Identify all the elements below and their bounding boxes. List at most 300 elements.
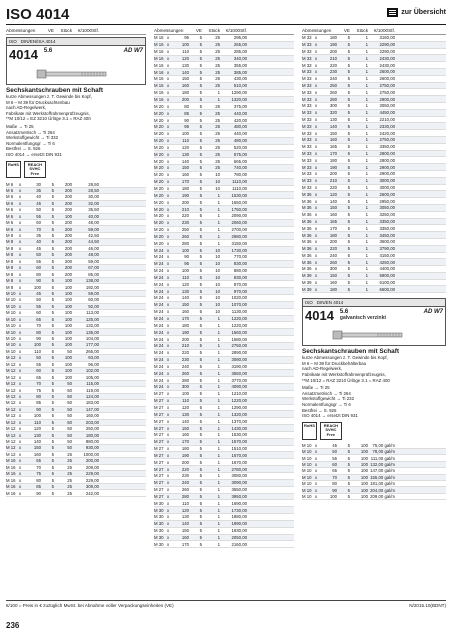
spec-link[interactable]: Normalentfungsgr → Ti 6 xyxy=(302,402,351,408)
cell-thread: M 27 xyxy=(154,398,164,404)
cell-length: 220 xyxy=(329,62,337,68)
cell-times: x xyxy=(19,432,22,438)
cell-ve: 5 xyxy=(51,316,54,322)
cell-length: 110 xyxy=(182,398,189,404)
cell-times: x xyxy=(19,258,22,264)
cell-stueck: 1 xyxy=(217,90,220,96)
cell-stueck: 1 xyxy=(365,184,368,190)
cell-length: 45 xyxy=(36,200,41,206)
spec-link[interactable]: ISO 4014 → ersetzt DIN 931 xyxy=(302,413,358,419)
cell-times: x xyxy=(19,181,22,187)
cell-length: 210 xyxy=(329,55,337,61)
table-row xyxy=(154,459,294,466)
table-row xyxy=(154,384,294,391)
cell-times: x xyxy=(315,178,318,184)
cell-stueck: 50 xyxy=(67,387,72,393)
cell-times: x xyxy=(167,295,170,301)
cell-times: x xyxy=(167,165,170,171)
cell-times: x xyxy=(19,323,22,329)
cell-thread: M 30 xyxy=(154,535,164,541)
cell-times: x xyxy=(167,144,170,150)
cell-times: x xyxy=(167,398,170,404)
cell-price: 209,00 gal/m xyxy=(370,493,395,499)
cell-thread: M 10 xyxy=(6,303,16,309)
cell-length: 120 xyxy=(33,426,41,432)
table-row xyxy=(154,411,294,418)
cell-thread: M 33 xyxy=(302,69,312,75)
cell-price: 1000,00 xyxy=(83,451,99,457)
cell-thread: M 10 xyxy=(302,481,312,487)
cell-ve: 5 xyxy=(347,116,350,122)
table-row xyxy=(302,76,446,83)
header-stueck: Stück xyxy=(208,28,220,33)
cell-price: 830,00 xyxy=(233,274,247,280)
cell-thread: M 6 xyxy=(6,187,14,193)
cell-price: 2980,00 xyxy=(231,233,247,239)
cell-times: x xyxy=(315,171,318,177)
cell-stueck: 1 xyxy=(365,76,368,82)
cell-ve: 5 xyxy=(347,178,350,184)
cell-times: x xyxy=(19,278,22,284)
cell-stueck: 100 xyxy=(360,468,368,474)
cell-stueck: 25 xyxy=(67,471,72,477)
cell-stueck: 25 xyxy=(215,69,220,75)
cell-ve: 5 xyxy=(347,205,350,211)
table-row xyxy=(302,96,446,103)
cell-times: x xyxy=(167,350,170,356)
cell-thread: M 24 xyxy=(154,343,164,349)
cell-stueck: 50 xyxy=(67,432,72,438)
cell-price: 2890,00 xyxy=(231,350,247,356)
cell-ve: 5 xyxy=(199,97,202,103)
cell-times: x xyxy=(315,273,318,279)
cell-length: 60 xyxy=(36,310,41,316)
cell-ve: 5 xyxy=(347,144,350,150)
cell-price: 2420,00 xyxy=(379,130,395,136)
cell-ve: 5 xyxy=(199,357,202,363)
cell-thread: M 16 xyxy=(154,83,164,89)
cell-thread: M 16 xyxy=(154,69,164,75)
table-row xyxy=(302,266,446,273)
cell-ve: 5 xyxy=(347,252,350,258)
table-row xyxy=(154,309,294,316)
cell-length: 140 xyxy=(181,295,189,301)
cell-price: 32,00 xyxy=(88,200,99,206)
cell-times: x xyxy=(315,96,318,102)
spec-link[interactable]: Ansatzmetrisch → Ti 264 xyxy=(6,129,55,135)
cell-price: 125,00 xyxy=(85,316,99,322)
cell-ve: 5 xyxy=(51,451,54,457)
cell-ve: 5 xyxy=(347,69,350,75)
product-title: Sechskantschrauben mit Schaft xyxy=(6,87,103,94)
table-row xyxy=(302,494,446,500)
cell-price: 2430,00 xyxy=(379,55,395,61)
cell-length: 240 xyxy=(329,76,337,82)
cell-thread: M 20 xyxy=(154,110,164,116)
cell-ve: 5 xyxy=(51,471,54,477)
cell-times: x xyxy=(315,110,318,116)
column-1 xyxy=(6,27,146,497)
cell-price: 3000,00 xyxy=(379,178,395,184)
cell-thread: M 27 xyxy=(154,459,164,465)
column-3 xyxy=(302,27,446,500)
cell-thread: M 33 xyxy=(302,48,312,54)
spec-link[interactable]: Bestfrei → S. 926 xyxy=(302,407,337,413)
cell-length: 160 xyxy=(181,83,189,89)
cell-ve: 5 xyxy=(347,246,350,252)
cell-times: x xyxy=(315,232,318,238)
cell-thread: M 16 xyxy=(154,62,164,68)
table-row xyxy=(302,280,446,287)
cell-stueck: 1 xyxy=(217,97,220,103)
product-description xyxy=(302,355,446,383)
cell-length: 70 xyxy=(36,381,41,387)
spec-link[interactable]: Normalentfungsgr → Ti 6 xyxy=(6,140,55,146)
cell-thread: M 16 xyxy=(154,49,164,55)
cell-length: 260 xyxy=(181,370,189,376)
cell-thread: M 36 xyxy=(302,232,312,238)
table-row xyxy=(154,117,294,124)
cell-times: x xyxy=(167,391,170,397)
cell-thread: M 20 xyxy=(154,185,164,191)
cell-stueck: 1 xyxy=(365,103,368,109)
cell-stueck: 1 xyxy=(365,218,368,224)
cell-stueck: 25 xyxy=(67,484,72,490)
cell-stueck: 1 xyxy=(365,69,368,75)
cell-ve: 5 xyxy=(51,477,54,483)
cell-length: 150 xyxy=(181,425,189,431)
cell-thread: M 20 xyxy=(154,144,164,150)
cell-stueck: 100 xyxy=(64,213,72,219)
table-row xyxy=(154,179,294,186)
table-row xyxy=(154,268,294,275)
cell-length: 140 xyxy=(181,158,189,164)
cell-length: 170 xyxy=(181,316,189,322)
cell-ve: 5 xyxy=(347,137,350,143)
cell-price: 1930,00 xyxy=(231,528,247,534)
cell-times: x xyxy=(315,123,318,129)
spec-link[interactable]: Ansatzmetrisch → Ti 264 xyxy=(302,390,351,396)
cell-length: 60 xyxy=(36,220,41,226)
cell-ve: 5 xyxy=(199,500,202,506)
cell-length: 130 xyxy=(33,432,41,438)
cell-length: 160 xyxy=(181,432,189,438)
cell-stueck: 1 xyxy=(365,150,368,156)
cell-times: x xyxy=(19,490,22,496)
table-row xyxy=(154,62,294,69)
footer xyxy=(6,600,446,608)
cell-ve: 5 xyxy=(347,474,350,480)
cell-ve: 5 xyxy=(51,200,54,206)
spec-link[interactable]: Maße → Ti 25 xyxy=(6,123,34,129)
cell-price: 3090,00 xyxy=(231,480,247,486)
cell-length: 60 xyxy=(36,265,41,271)
cell-times: x xyxy=(19,419,22,425)
cell-times: x xyxy=(315,62,318,68)
cell-ve: 5 xyxy=(51,387,54,393)
cell-ve: 5 xyxy=(199,363,202,369)
cell-ve: 5 xyxy=(199,343,202,349)
cell-ve: 5 xyxy=(347,487,350,493)
table-row xyxy=(302,117,446,124)
cell-price: 2900,00 xyxy=(379,171,395,177)
cell-times: x xyxy=(315,103,318,109)
cell-price: 104,00 xyxy=(85,336,99,342)
cell-length: 55 xyxy=(36,361,41,367)
finish-sub: galvanisch verzinkt xyxy=(339,315,387,322)
cell-thread: M 10 xyxy=(302,493,312,499)
cell-price: 870,00 xyxy=(233,281,247,287)
cell-stueck: 1 xyxy=(365,116,368,122)
table-row xyxy=(154,487,294,494)
cell-thread: M 27 xyxy=(154,487,164,493)
cell-stueck: 50 xyxy=(67,419,72,425)
cell-times: x xyxy=(315,116,318,122)
cell-thread: M 33 xyxy=(302,55,312,61)
cell-ve: 5 xyxy=(199,528,202,534)
cell-price: 59,00 xyxy=(88,258,99,264)
cell-ve: 5 xyxy=(199,165,202,171)
cell-ve: 5 xyxy=(51,207,54,213)
cell-ve: 5 xyxy=(199,90,202,96)
cell-thread: M 12 xyxy=(6,368,16,374)
cell-thread: M 39 xyxy=(302,280,312,286)
cell-stueck: 50 xyxy=(67,413,72,419)
cell-thread: M 16 xyxy=(154,42,164,48)
cell-stueck: 1 xyxy=(365,89,368,95)
cell-price: 124,00 xyxy=(85,393,99,399)
cell-price: 1880,00 xyxy=(231,514,247,520)
cell-length: 80 xyxy=(36,271,41,277)
cell-thread: M 36 xyxy=(302,212,312,218)
cell-thread: M 27 xyxy=(154,452,164,458)
header-price: €/1000Stf. xyxy=(78,28,99,33)
cell-ve: 5 xyxy=(347,123,350,129)
cell-length: 165 xyxy=(329,218,337,224)
table-row xyxy=(302,89,446,96)
cell-stueck: 1 xyxy=(217,343,220,349)
cell-price: 59,00 xyxy=(88,290,99,296)
cell-price: 1730,00 xyxy=(231,247,247,253)
cell-price: 44,50 xyxy=(88,239,99,245)
cell-length: 200 xyxy=(181,459,189,465)
cell-ve: 5 xyxy=(347,89,350,95)
cell-stueck: 100 xyxy=(64,374,72,380)
cell-price: 2290,00 xyxy=(379,48,395,54)
cell-times: x xyxy=(167,274,170,280)
cell-price: 177,00 xyxy=(85,342,99,348)
cell-stueck: 1 xyxy=(217,446,220,452)
cell-ve: 5 xyxy=(199,206,202,212)
cell-length: 50 xyxy=(36,252,41,258)
cell-length: 40 xyxy=(36,194,41,200)
cell-price: 4400,00 xyxy=(379,266,395,272)
cell-price: 4450,00 xyxy=(379,110,395,116)
cell-stueck: 50 xyxy=(67,445,72,451)
cell-ve: 5 xyxy=(347,42,350,48)
cell-thread: M 6 xyxy=(6,200,14,206)
cell-thread: M 24 xyxy=(154,268,164,274)
table-row xyxy=(154,343,294,350)
cell-stueck: 1 xyxy=(217,493,220,499)
cell-stueck: 25 xyxy=(215,144,220,150)
cell-stueck: 1 xyxy=(365,62,368,68)
cell-price: 2050,00 xyxy=(231,535,247,541)
cell-thread: M 27 xyxy=(154,466,164,472)
cell-times: x xyxy=(315,55,318,61)
cell-stueck: 1 xyxy=(365,246,368,252)
overview-link[interactable] xyxy=(387,8,446,17)
cell-ve: 5 xyxy=(199,76,202,82)
cell-ve: 5 xyxy=(347,218,350,224)
table-row xyxy=(154,97,294,104)
cell-stueck: 1 xyxy=(365,252,368,258)
cell-times: x xyxy=(315,164,318,170)
cell-times: x xyxy=(167,185,170,191)
cell-thread: M 39 xyxy=(302,286,312,292)
cell-length: 160 xyxy=(33,451,41,457)
cell-times: x xyxy=(19,226,22,232)
cell-times: x xyxy=(167,247,170,253)
table-row xyxy=(154,322,294,329)
page-number: 236 xyxy=(6,621,20,630)
cell-thread: M 20 xyxy=(154,227,164,233)
table-row xyxy=(154,391,294,398)
cell-stueck: 200 xyxy=(64,271,72,277)
spec-link[interactable]: Werkstoffgewicht → Ti 232 xyxy=(302,396,355,402)
table-row xyxy=(302,144,446,151)
cell-thread: M 27 xyxy=(154,425,164,431)
cell-times: x xyxy=(167,227,170,233)
table-row xyxy=(154,131,294,138)
cell-length: 120 xyxy=(181,404,189,410)
cell-stueck: 1 xyxy=(217,206,220,212)
cell-length: 170 xyxy=(329,150,337,156)
table-row xyxy=(154,261,294,268)
cell-thread: M 20 xyxy=(154,151,164,157)
cell-thread: M 36 xyxy=(302,198,312,204)
cell-price: 3450,00 xyxy=(379,232,395,238)
cell-times: x xyxy=(167,158,170,164)
cell-thread: M 27 xyxy=(154,411,164,417)
cell-length: 100 xyxy=(33,413,41,419)
cell-ve: 5 xyxy=(347,171,350,177)
cell-times: x xyxy=(315,468,318,474)
cell-length: 150 xyxy=(329,130,337,136)
table-row xyxy=(154,124,294,131)
table-row xyxy=(154,480,294,487)
cell-times: x xyxy=(19,329,22,335)
table-row xyxy=(154,76,294,83)
table-row xyxy=(154,398,294,405)
cell-ve: 5 xyxy=(199,254,202,260)
cell-times: x xyxy=(315,212,318,218)
cell-times: x xyxy=(19,316,22,322)
cell-price: 3250,00 xyxy=(379,212,395,218)
cell-thread: M 20 xyxy=(154,124,164,130)
cell-ve: 5 xyxy=(347,130,350,136)
cell-stueck: 100 xyxy=(64,361,72,367)
cell-stueck: 1 xyxy=(365,48,368,54)
cell-stueck: 25 xyxy=(215,35,220,41)
cell-price: 309,00 xyxy=(85,484,99,490)
cell-times: x xyxy=(167,316,170,322)
cell-ve: 5 xyxy=(51,265,54,271)
cell-times: x xyxy=(167,69,170,75)
cell-ve: 5 xyxy=(51,348,54,354)
table-row xyxy=(154,364,294,371)
cell-price: 2600,00 xyxy=(379,69,395,75)
table-row xyxy=(302,212,446,219)
cell-price: 265,00 xyxy=(85,348,99,354)
table-row xyxy=(302,219,446,226)
cell-times: x xyxy=(315,35,318,41)
table-row xyxy=(154,83,294,90)
cell-length: 220 xyxy=(181,213,189,219)
cell-length: 55 xyxy=(36,258,41,264)
spec-link[interactable]: Werkstoffgewicht → Ti 332 xyxy=(6,135,59,141)
product-number: 4014 xyxy=(305,308,334,324)
cell-length: 80 xyxy=(36,477,41,483)
cell-times: x xyxy=(167,220,170,226)
cell-stueck: 25 xyxy=(215,103,220,109)
cell-times: x xyxy=(167,268,170,274)
page-title: ISO 4014 xyxy=(6,6,70,23)
cell-times: x xyxy=(167,322,170,328)
cell-price: 3770,00 xyxy=(231,377,247,383)
cell-price: 520,00 xyxy=(233,144,247,150)
cell-thread: M 8 xyxy=(6,233,14,239)
spec-link[interactable]: ISO 4014 → ersetzt DIN 931 xyxy=(6,151,62,157)
spec-link[interactable]: Bestfrei → S. 926 xyxy=(6,146,41,152)
cell-thread: M 10 xyxy=(302,455,312,461)
cell-length: 80 xyxy=(36,393,41,399)
cell-length: 200 xyxy=(181,199,189,205)
cell-length: 210 xyxy=(329,178,337,184)
cell-length: 75 xyxy=(36,387,41,393)
cell-stueck: 1 xyxy=(217,452,220,458)
cell-ve: 5 xyxy=(51,284,54,290)
cell-price: 1110,00 xyxy=(232,185,247,191)
cell-stueck: 1 xyxy=(217,487,220,493)
table-row xyxy=(302,123,446,130)
cell-price: 1220,00 xyxy=(231,322,247,328)
cell-times: x xyxy=(315,239,318,245)
cell-thread: M 12 xyxy=(6,413,16,419)
cell-price: 6100,00 xyxy=(379,280,395,286)
cell-price: 229,00 xyxy=(85,477,99,483)
cell-stueck: 200 xyxy=(64,233,72,239)
cell-length: 130 xyxy=(181,62,189,68)
cell-length: 110 xyxy=(34,348,41,354)
cell-thread: M 16 xyxy=(6,477,16,483)
cell-stueck: 100 xyxy=(64,310,72,316)
cell-price: 2900,00 xyxy=(379,96,395,102)
cell-ve: 5 xyxy=(51,400,54,406)
cell-ve: 5 xyxy=(199,62,202,68)
header-ve: VE xyxy=(195,28,202,33)
cell-price: 155,00 gal/m xyxy=(370,474,395,480)
cell-thread: M 10 xyxy=(302,474,312,480)
table-row xyxy=(302,69,446,76)
spec-link[interactable]: Maße → Ti 25 xyxy=(302,385,330,391)
cell-length: 150 xyxy=(329,273,337,279)
cell-stueck: 100 xyxy=(360,481,368,487)
cell-ve: 5 xyxy=(347,96,350,102)
cell-length: 85 xyxy=(36,484,41,490)
cell-length: 180 xyxy=(181,322,189,328)
cell-ve: 5 xyxy=(199,384,202,390)
